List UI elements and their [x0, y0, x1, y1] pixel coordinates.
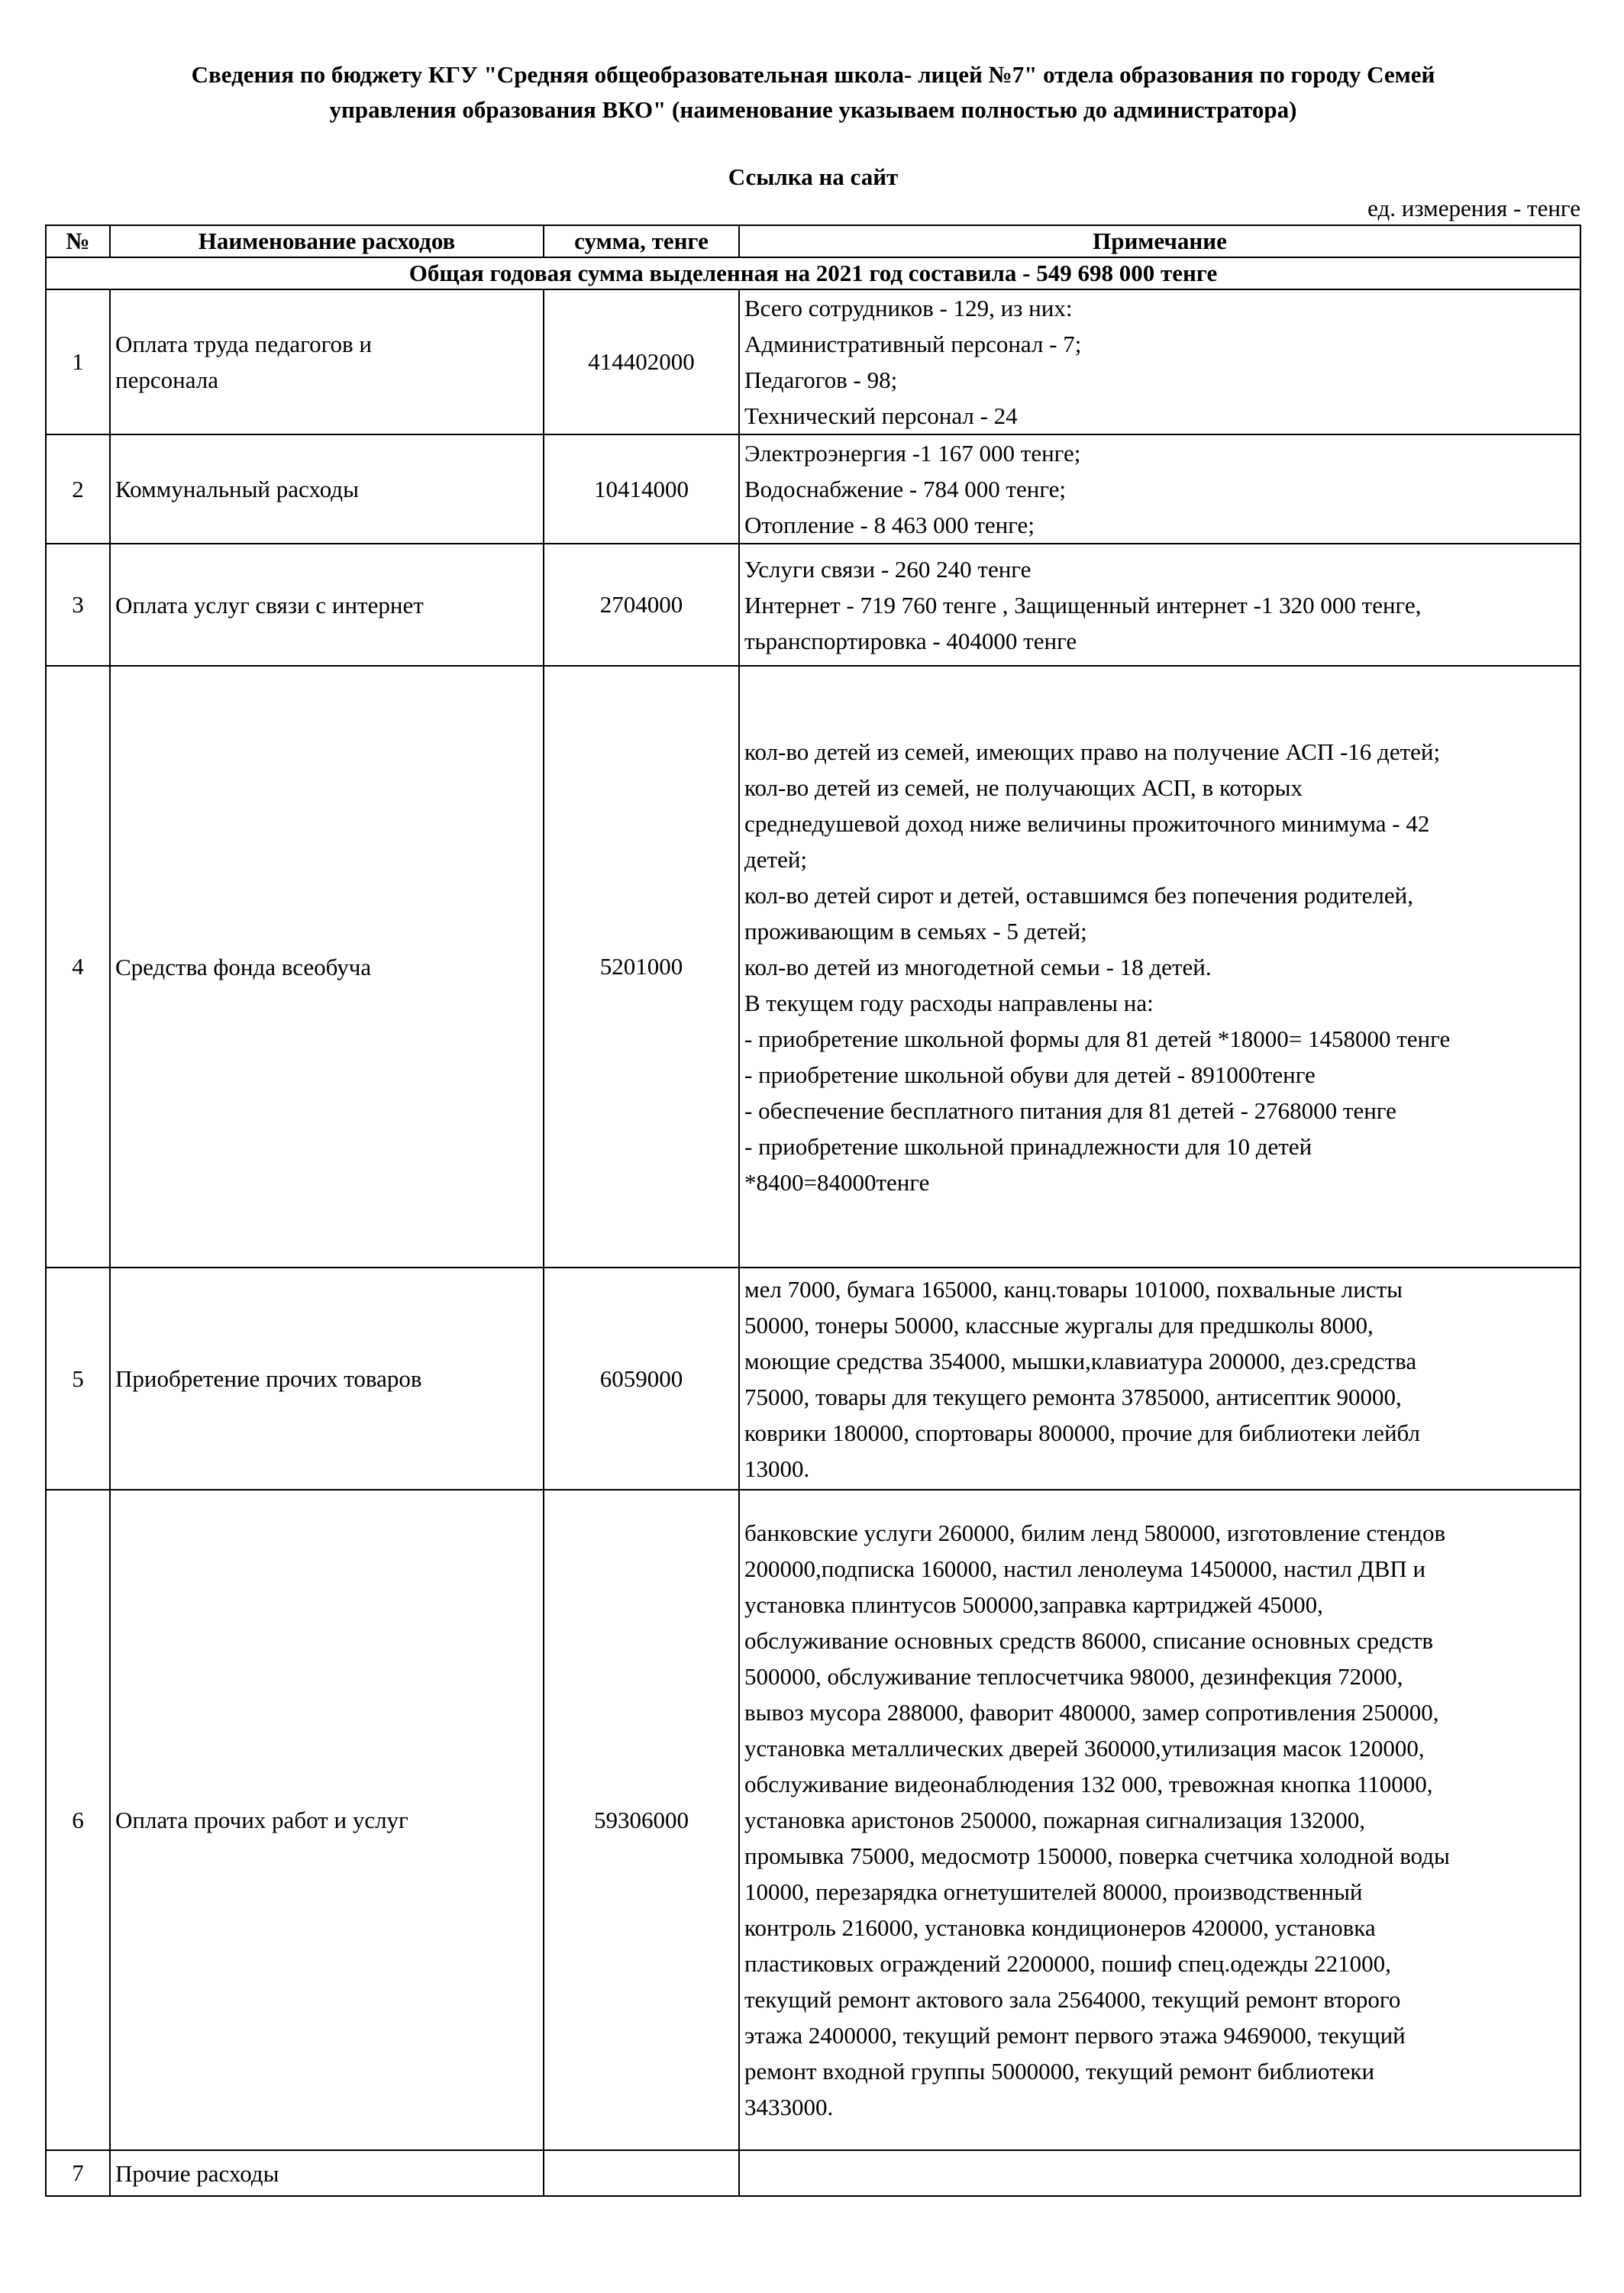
note-line: мел 7000, бумага 165000, канц.товары 101000, похвальные листы: [744, 1275, 1403, 1303]
table-row: [46, 666, 1580, 1268]
note-line: Технический персонал - 24: [744, 402, 1018, 429]
table-row: [46, 289, 1580, 434]
title-line-2: управления образования ВКО" (наименование указываем полностью до администратора): [329, 96, 1297, 123]
note-line: Водоснабжение - 784 000 тенге;: [744, 476, 1067, 502]
note-line: коврики 180000, спортовары 800000, прочие для библиотеки лейбл: [744, 1419, 1420, 1446]
row-sum: 5201000: [544, 666, 739, 1268]
note-line: обслуживание основных средств 86000, списание основных средств: [744, 1627, 1434, 1654]
row-number: 2: [46, 434, 110, 544]
row-expense-name: Оплата услуг связи с интернет: [110, 544, 544, 666]
note-line: контроль 216000, установка кондиционеров 420000, установка: [744, 1914, 1376, 1941]
note-line: *8400=84000тенге: [744, 1168, 930, 1196]
row-note: [739, 289, 1580, 434]
note-line: вывоз мусора 288000, фаворит 480000, замер сопротивления 250000,: [744, 1699, 1439, 1726]
note-line: ремонт входной группы 5000000, текущий ремонт библиотеки: [744, 2058, 1375, 2085]
row-number: 7: [46, 2150, 110, 2196]
row-note: [739, 666, 1580, 1268]
table-row: [46, 2150, 1580, 2196]
note-line: этажа 2400000, текущий ремонт первого этажа 9469000, текущий: [744, 2022, 1406, 2049]
note-line: кол-во детей из многодетной семьи - 18 детей.: [744, 953, 1212, 980]
note-line: промывка 75000, медосмотр 150000, поверка счетчика холодной воды: [744, 1842, 1450, 1869]
total-row: [46, 257, 1580, 289]
row-note: [739, 1268, 1580, 1490]
note-line: текущий ремонт актового зала 2564000, текущий ремонт второго: [744, 1986, 1401, 2013]
note-line: - обеспечение бесплатного питания для 81 детей - 2768000 тенге: [744, 1096, 1396, 1124]
row-sum: 10414000: [544, 434, 739, 544]
row-sum: 2704000: [544, 544, 739, 666]
table-row: [46, 434, 1580, 544]
row-sum: [544, 2150, 739, 2196]
row-number: 1: [46, 289, 110, 434]
col-header-note: Примечание: [739, 225, 1580, 257]
unit-label: ед. измерения - тенге: [1367, 195, 1580, 221]
document-title: [46, 57, 1580, 128]
row-number: 4: [46, 666, 110, 1268]
note-line: - приобретение школьной формы для 81 детей *18000= 1458000 тенге: [744, 1025, 1451, 1052]
col-header-name: Наименование расходов: [110, 225, 544, 257]
table-header-row: [46, 225, 1580, 257]
table-row: [46, 1268, 1580, 1490]
note-line: кол-во детей из семей, не получающих АСП, в которых: [744, 773, 1303, 801]
col-header-sum: сумма, тенге: [544, 225, 739, 257]
note-line: 200000,подписка 160000, настил ленолеума 1450000, настил ДВП и: [744, 1555, 1426, 1582]
note-line: В текущем году расходы направлены на:: [744, 989, 1154, 1016]
note-line: установка металлических дверей 360000,утилизация масок 120000,: [744, 1735, 1425, 1762]
note-line: Административный персонал - 7;: [744, 331, 1082, 357]
row-note: [739, 1490, 1580, 2150]
note-line: пластиковых ограждений 2200000, пошиф спец.одежды 221000,: [744, 1950, 1391, 1977]
note-line: установка плинтусов 500000,заправка картриджей 45000,: [744, 1591, 1323, 1618]
row-expense-name: Оплата прочих работ и услуг: [110, 1490, 544, 2150]
note-line: Педагогов - 98;: [744, 367, 898, 393]
note-line: 50000, тонеры 50000, классные жургалы для предшколы 8000,: [744, 1311, 1374, 1339]
table-row: [46, 544, 1580, 666]
row-sum: 6059000: [544, 1268, 739, 1490]
row-expense-name: Средства фонда всеобуча: [110, 666, 544, 1268]
note-line: установка аристонов 250000, пожарная сигнализация 132000,: [744, 1807, 1366, 1833]
row-note: [739, 434, 1580, 544]
note-line: 500000, обслуживание теплосчетчика 98000, дезинфекция 72000,: [744, 1663, 1403, 1690]
row-number: 6: [46, 1490, 110, 2150]
note-line: Услуги связи - 260 240 тенге: [744, 555, 1032, 583]
note-line: 75000, товары для текущего ремонта 3785000, антисептик 90000,: [744, 1383, 1402, 1410]
row-expense-name: Приобретение прочих товаров: [110, 1268, 544, 1490]
row-sum: 414402000: [544, 289, 739, 434]
table-row: [46, 1490, 1580, 2150]
row-sum: 59306000: [544, 1490, 739, 2150]
note-line: обслуживание видеонаблюдения 132 000, тревожная кнопка 110000,: [744, 1771, 1433, 1797]
row-expense-name: Прочие расходы: [110, 2150, 544, 2196]
note-line: среднедушевой доход ниже величины прожиточного минимума - 42: [744, 809, 1430, 837]
row-expense-name: Оплата труда педагогов и персонала: [110, 289, 544, 434]
note-line: детей;: [744, 845, 808, 873]
note-line: - приобретение школьной принадлежности для 10 детей: [744, 1132, 1312, 1160]
title-line-1: Сведения по бюджету КГУ "Средняя общеобразовательная школа- лицей №7" отдела образования по городу Семей: [191, 61, 1435, 88]
total-text: Общая годовая сумма выделенная на 2021 год составила - 549 698 000 тенге: [46, 257, 1580, 289]
site-link-label: Ссылка на сайт: [728, 163, 899, 190]
row-note: [739, 544, 1580, 666]
row-number: 3: [46, 544, 110, 666]
note-line: кол-во детей из семей, имеющих право на получение АСП -16 детей;: [744, 738, 1441, 765]
row-number: 5: [46, 1268, 110, 1490]
note-line: моющие средства 354000, мышки,клавиатура 200000, дез.средства: [744, 1347, 1417, 1374]
note-line: Интернет - 719 760 тенге , Защищенный интернет -1 320 000 тенге,: [744, 591, 1422, 618]
note-line: 3433000.: [744, 2094, 834, 2120]
budget-table: [45, 224, 1581, 2197]
note-line: 10000, перезарядка огнетушителей 80000, производственный: [744, 1878, 1363, 1905]
note-line: банковские услуги 260000, билим ленд 580000, изготовление стендов: [744, 1520, 1446, 1546]
row-expense-name: Коммунальный расходы: [110, 434, 544, 544]
col-header-num: №: [46, 225, 110, 257]
note-line: 13000.: [744, 1455, 810, 1482]
note-line: тьранспортировка - 404000 тенге: [744, 627, 1077, 654]
note-line: кол-во детей сирот и детей, оставшимся без попечения родителей,: [744, 881, 1413, 909]
note-line: проживающим в семьях - 5 детей;: [744, 917, 1087, 945]
note-line: Отопление - 8 463 000 тенге;: [744, 512, 1035, 538]
note-line: Электроэнергия -1 167 000 тенге;: [744, 440, 1081, 467]
note-line: - приобретение школьной обуви для детей - 891000тенге: [744, 1061, 1316, 1088]
note-line: Всего сотрудников - 129, из них:: [744, 295, 1073, 321]
row-note: [739, 2150, 1580, 2196]
